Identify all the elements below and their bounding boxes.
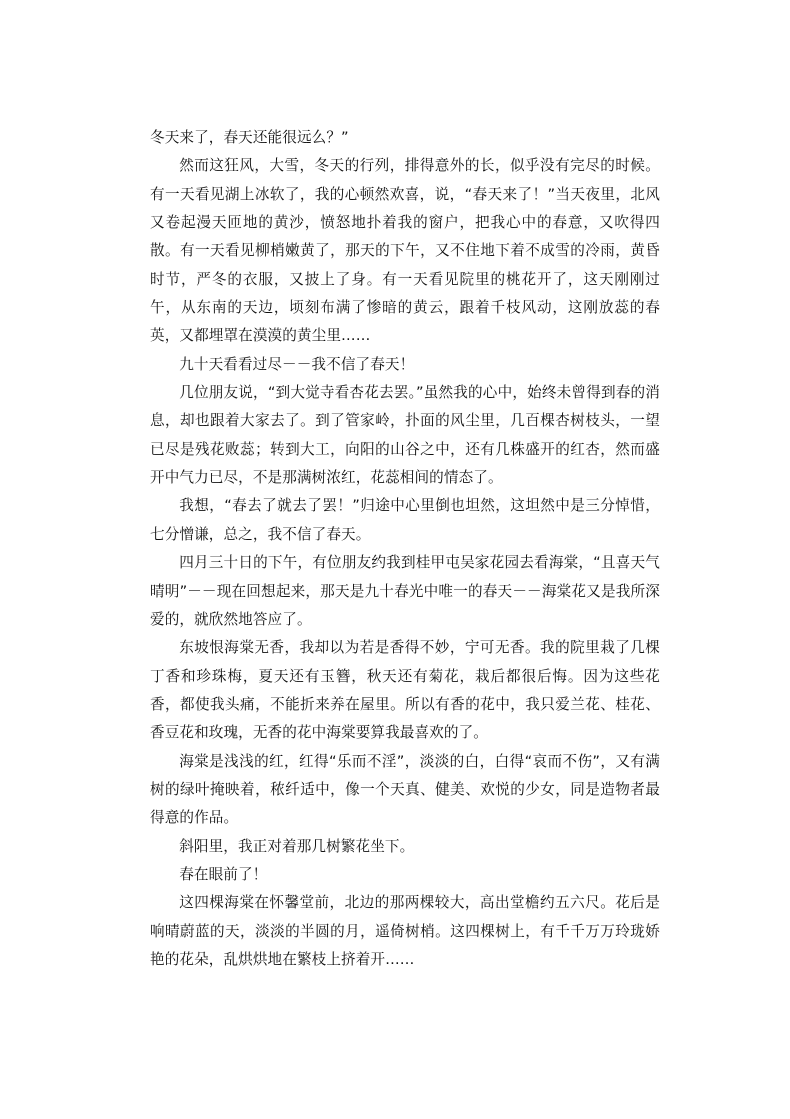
paragraph: 我想，“春去了就去了罢！”归途中心里倒也坦然，这坦然中是三分悼惜，七分憎谦，总之，我不信了春天。 (150, 497, 660, 543)
paragraph: 这四棵海棠在怀馨堂前，北边的那两棵较大，高出堂檐约五六尺。花后是响晴蔚蓝的天，淡淡的半圆的月，遥倚树梢。这四棵树上，有千千万万玲珑娇艳的花朵，乱烘烘地在繁枝上挤着开…… (150, 894, 660, 968)
paragraph: 东坡恨海棠无香，我却以为若是香得不妙，宁可无香。我的院里栽了几棵丁香和珍珠梅，夏天还有玉簪，秋天还有菊花，栽后都很后悔。因为这些花香，都使我头痛，不能折来养在屋里。所以有香的花中，我只爱兰花、桂花、香豆花和玫瑰，无香的花中海棠要算我最喜欢的了。 (150, 639, 660, 742)
paragraph: 斜阳里，我正对着那几树繁花坐下。 (179, 837, 415, 855)
paragraph: 海棠是浅浅的红，红得“乐而不淫”，淡淡的白，白得“哀而不伤”，又有满树的绿叶掩映着，秾纤适中，像一个天真、健美、欢悦的少女，同是造物者最得意的作品。 (150, 752, 660, 827)
paragraph: 春在眼前了！ (179, 865, 268, 883)
article-body (150, 124, 660, 974)
paragraph: 九十天看看过尽－－我不信了春天！ (179, 355, 415, 373)
paragraph: 四月三十日的下午，有位朋友约我到桂甲屯吴家花园去看海棠，“且喜天气晴明”－－现在回想起来，那天是九十春光中唯一的春天－－海棠花又是我所深爱的，就欣然地答应了。 (150, 554, 660, 628)
paragraph: 冬天来了，春天还能很远么？” (150, 129, 349, 146)
paragraph: 几位朋友说，“到大觉寺看杏花去罢。”虽然我的心中，始终未曾得到春的消息，却也跟着大家去了。到了管家岭，扑面的风尘里，几百棵杏树枝头，一望已尽是残花败蕊；转到大工，向阳的山谷之中，还有几株盛开的红杏，然而盛开中气力已尽，不是那满树浓红，花蕊相间的情态了。 (150, 384, 660, 487)
paragraph: 然而这狂风，大雪，冬天的行列，排得意外的长，似乎没有完尽的时候。有一天看见湖上冰软了，我的心顿然欢喜，说，“春天来了！”当天夜里，北风又卷起漫天匝地的黄沙，愤怒地扑着我的窗户，把我心中的春意，又吹得四散。有一天看见柳梢嫩黄了，那天的下午，又不住地下着不成雪的冷雨，黄昏时节，严冬的衣服，又披上了身。有一天看见院里的桃花开了，这天刚刚过午，从东南的天边，顷刻布满了惨暗的黄云，跟着千枝风动，这刚放蕊的春英，又都埋罩在漠漠的黄尘里…… (150, 157, 660, 345)
